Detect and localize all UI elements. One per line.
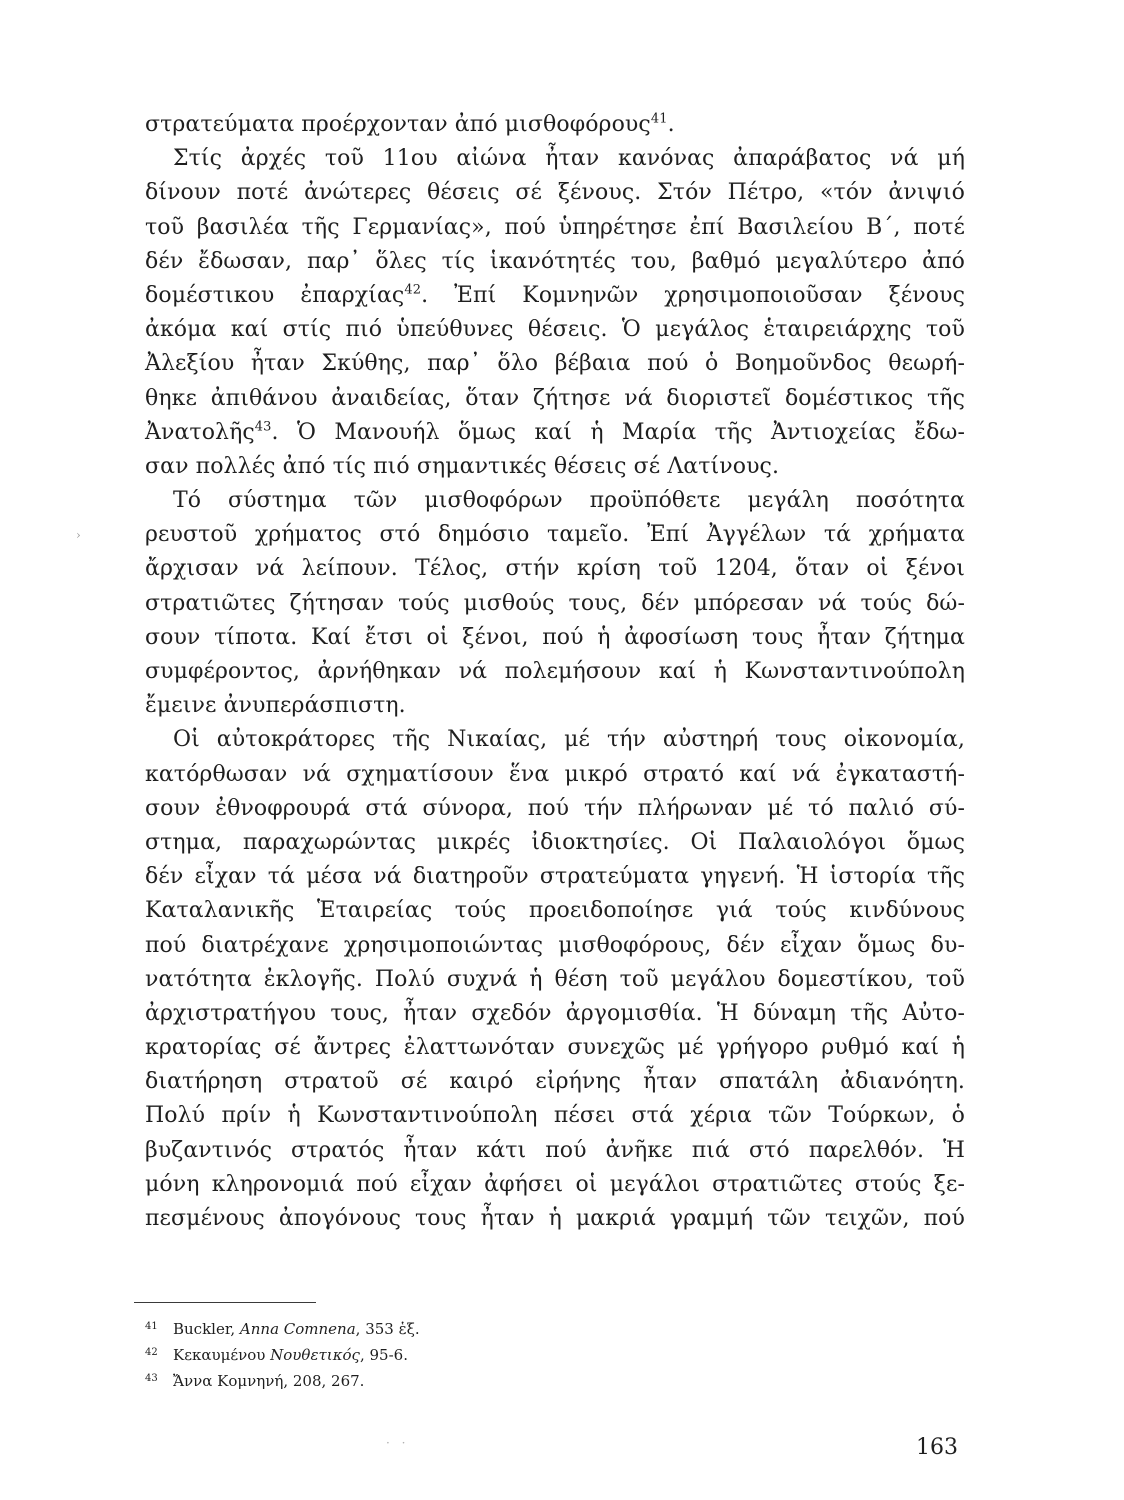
line-text: Ἀλεξίου ἦταν Σκύθης, παρ᾿ ὅλο βέβαια πού ὁ Βοημοῦνδος θεωρή- [145,351,965,377]
text-line [145,347,965,381]
footnote-ref: 43 [254,419,272,435]
line-text: τοῦ βασιλέα τῆς Γερμανίας», πού ὑπηρέτησε ἐπί Βασιλείου Β΄, ποτέ [145,214,965,240]
text-line [145,108,965,142]
text-line [145,860,965,894]
text-line [145,758,965,792]
line-text: βυζαντινός στρατός ἦταν κάτι πού ἀνῆκε πιά στό παρελθόν. Ἡ [145,1137,965,1163]
body-text [145,108,965,1236]
footnote-rule [134,1302,316,1303]
text-line [145,518,965,552]
line-text: ἀρχιστρατήγου τους, ἦταν σχεδόν ἀργομισθία. Ἡ δύναμη τῆς Αὐτο- [145,1000,965,1026]
footnote-ref-detail: , 353 ἑξ. [355,1320,420,1338]
line-text: στρατεύματα προέρχονταν ἀπό μισθοφόρους [145,112,651,137]
line-text: ἀκόμα καί στίς πιό ὑπεύθυνες θέσεις. Ὁ μεγάλος ἑταιρειάρχης τοῦ [145,317,965,343]
line-text-tail: . [667,112,675,137]
footnote-ref: 41 [650,111,668,127]
line-text: Καταλανικῆς Ἑταιρείας τούς προειδοποίησε γιά τούς κινδύνους [145,898,965,924]
text-line [145,245,965,279]
text-line [145,1065,965,1099]
line-text: δέν ἔδωσαν, παρ᾿ ὅλες τίς ἱκανότητές του, βαθμό μεγαλύτερο ἀπό [145,248,965,274]
text-line [145,1099,965,1133]
text-line [145,1168,965,1202]
text-line [145,929,965,963]
text-line [145,279,965,313]
text-line [145,826,965,860]
line-text: Τό σύστημα τῶν μισθοφόρων προϋπόθετε μεγάλη ποσότητα [173,488,965,514]
footnote-work: Νουθετικός [270,1346,360,1364]
footnotes [145,1316,745,1394]
line-text: δέν εἶχαν τά μέσα νά διατηροῦν στρατεύματα γηγενή. Ἡ ἱστορία τῆς [145,864,965,890]
line-text: Στίς ἀρχές τοῦ 11ου αἰώνα ἦταν κανόνας ἀπαράβατος νά μή [173,146,965,172]
text-line [145,587,965,621]
footnote [145,1368,745,1394]
text-line [145,792,965,826]
footnote-work: Anna Comnena [239,1320,356,1338]
text-line [145,176,965,210]
page-number: 163 [916,1435,958,1460]
margin-mark: › [76,528,81,542]
text-line [145,1031,965,1065]
line-text: Πολύ πρίν ἡ Κωνσταντινούπολη πέσει στά χέρια τῶν Τούρκων, ὁ [145,1103,965,1129]
text-line [145,313,965,347]
line-text: πού διατρέχανε χρησιμοποιώντας μισθοφόρους, δέν εἶχαν ὅμως δυ- [145,932,965,958]
footnote-number: 41 [145,1321,158,1332]
footnote-author: Ἄννα Κομνηνή, 208, 267. [173,1372,365,1390]
text-line [145,621,965,655]
text-line [145,723,965,757]
text-line [145,382,965,416]
line-text: στρατιῶτες ζήτησαν τούς μισθούς τους, δέν μπόρεσαν νά τούς δώ- [145,590,965,616]
line-text: σουν τίποτα. Καί ἔτσι οἱ ξένοι, πού ἡ ἀφοσίωση τους ἦταν ζήτημα [145,624,965,650]
line-text: κατόρθωσαν νά σχηματίσουν ἕνα μικρό στρατό καί νά ἐγκαταστή- [145,761,965,787]
text-line [145,484,965,518]
line-text: συμφέροντος, ἀρνήθηκαν νά πολεμήσουν καί ἡ Κωνσταντινούπολη [145,659,965,684]
line-text: Οἱ αὐτοκράτορες τῆς Νικαίας, μέ τήν αὐστηρή τους οἰκονομία, [173,727,965,753]
line-text: πεσμένους ἀπογόνους τους ἦταν ἡ μακριά γραμμή τῶν τειχῶν, πού [145,1206,965,1231]
line-text: δίνουν ποτέ ἀνώτερες θέσεις σέ ξένους. Στόν Πέτρο, «τόν ἀνιψιό [145,180,965,206]
line-text-tail: . Ὁ Μανουήλ ὅμως καί ἡ Μαρία τῆς Ἀντιοχείας ἔδω- [271,419,965,445]
line-text: διατήρηση στρατοῦ σέ καιρό εἰρήνης ἦταν σπατάλη ἀδιανόητη. [145,1069,965,1095]
line-text: στημα, παραχωρώντας μικρές ἰδιοκτησίες. Οἱ Παλαιολόγοι ὅμως [145,829,965,855]
line-text: ρευστοῦ χρήματος στό δημόσιο ταμεῖο. Ἐπί Ἀγγέλων τά χρήματα [145,522,965,548]
text-line [145,894,965,928]
text-line [145,689,965,723]
text-line [145,416,965,450]
text-line [145,655,965,689]
text-line [145,1134,965,1168]
line-text: θηκε ἀπιθάνου ἀναιδείας, ὅταν ζήτησε νά διοριστεῖ δομέστικος τῆς [145,385,965,411]
line-text: Ἀνατολῆς [145,419,255,445]
line-text-tail: . Ἐπί Κομνηνῶν χρησιμοποιοῦσαν ξένους [421,282,966,308]
line-text: σουν ἐθνοφρουρά στά σύνορα, πού τήν πλήρωναν μέ τό παλιό σύ- [145,795,965,821]
text-line [145,450,965,484]
text-line [145,997,965,1031]
footnote-ref-detail: , 95-6. [359,1346,408,1364]
text-line [145,963,965,997]
line-text: μόνη κληρονομιά πού εἶχαν ἀφήσει οἱ μεγάλοι στρατιῶτες στούς ξε- [145,1171,965,1197]
print-specks: · · [386,1436,410,1450]
line-text: κρατορίας σέ ἄντρες ἐλαττωνόταν συνεχῶς μέ γρήγορο ρυθμό καί ἡ [145,1035,965,1061]
footnote [145,1342,745,1368]
line-text: δομέστικου ἐπαρχίας [145,282,405,308]
footnote-number: 43 [145,1373,158,1384]
text-line [145,211,965,245]
footnote-ref: 42 [404,282,422,298]
line-text: ἔμεινε ἀνυπεράσπιστη. [145,693,406,719]
footnote-number: 42 [145,1347,158,1358]
text-line [145,552,965,586]
footnote [145,1316,745,1342]
footnote-author: Κεκαυμένου [173,1346,271,1364]
line-text: ἄρχισαν νά λείπουν. Τέλος, στήν κρίση τοῦ 1204, ὅταν οἱ ξένοι [145,556,965,582]
line-text: σαν πολλές ἀπό τίς πιό σημαντικές θέσεις σέ Λατίνους. [145,453,780,479]
text-line [145,1202,965,1236]
text-line [145,142,965,176]
footnote-author: Buckler, [173,1320,240,1338]
line-text: νατότητα ἐκλογῆς. Πολύ συχνά ἡ θέση τοῦ μεγάλου δομεστίκου, τοῦ [145,966,965,992]
